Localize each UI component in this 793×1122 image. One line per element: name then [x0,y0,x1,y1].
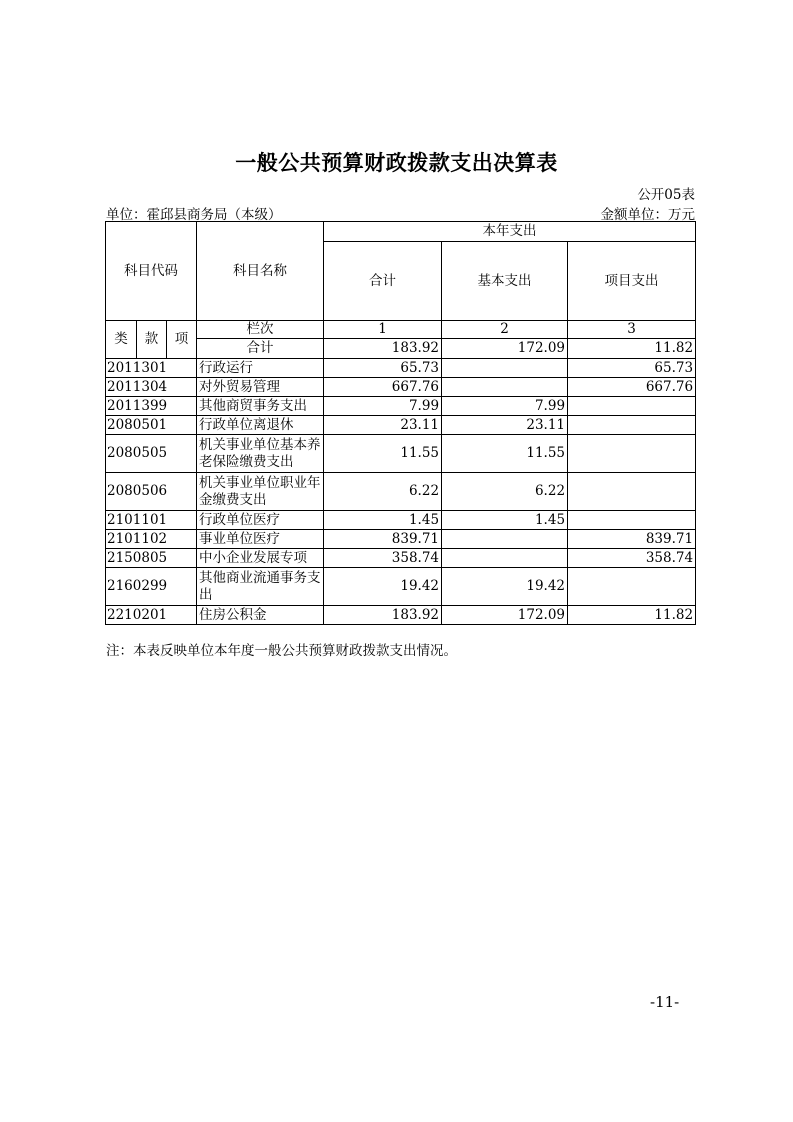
expenditure-table [105,221,696,625]
row-basic: 11.55 [442,435,568,473]
table-row [106,359,696,378]
row-name: 机关事业单位基本养老保险缴费支出 [197,435,324,473]
header-lanci: 栏次 [197,321,324,339]
row-basic: 7.99 [442,397,568,416]
page-number: -11- [650,993,680,1011]
table-row [106,378,696,397]
row-project: 839.71 [568,530,696,549]
row-project [568,397,696,416]
row-project: 65.73 [568,359,696,378]
row-total: 667.76 [324,378,442,397]
row-project: 11.82 [568,606,696,625]
row-basic: 172.09 [442,606,568,625]
column-number-2: 2 [442,321,568,339]
row-basic: 1.45 [442,511,568,530]
row-basic: 19.42 [442,568,568,606]
row-basic [442,530,568,549]
header-name: 科目名称 [197,222,324,321]
table-row [106,435,696,473]
row-total: 23.11 [324,416,442,435]
row-code: 2101102 [106,530,197,549]
row-name: 事业单位医疗 [197,530,324,549]
row-basic [442,359,568,378]
row-basic [442,549,568,568]
row-basic: 23.11 [442,416,568,435]
header-basic: 基本支出 [442,242,568,321]
row-code: 2160299 [106,568,197,606]
row-total: 1.45 [324,511,442,530]
row-project [568,511,696,530]
page-title: 一般公共预算财政拨款支出决算表 [235,151,558,175]
summary-total: 183.92 [324,339,442,359]
amount-unit: 金额单位：万元 [600,207,695,223]
form-number: 公开05表 [637,187,695,203]
row-total: 839.71 [324,530,442,549]
header-this-year: 本年支出 [324,222,696,242]
row-code: 2150805 [106,549,197,568]
row-basic: 6.22 [442,473,568,511]
row-project [568,435,696,473]
row-code: 2011304 [106,378,197,397]
row-name: 中小企业发展专项 [197,549,324,568]
row-code: 2011399 [106,397,197,416]
row-name: 住房公积金 [197,606,324,625]
header-total: 合计 [324,242,442,321]
row-total: 11.55 [324,435,442,473]
header-xiang: 项 [167,321,197,359]
row-total: 6.22 [324,473,442,511]
row-code: 2080506 [106,473,197,511]
header-project: 项目支出 [568,242,696,321]
header-kuan: 款 [137,321,167,359]
row-total: 183.92 [324,606,442,625]
row-code: 2080501 [106,416,197,435]
row-name: 对外贸易管理 [197,378,324,397]
row-total: 358.74 [324,549,442,568]
table-row [106,397,696,416]
reporting-unit: 单位：霍邱县商务局（本级） [106,207,282,223]
table-row [106,511,696,530]
row-project [568,473,696,511]
row-code: 2011301 [106,359,197,378]
summary-basic: 172.09 [442,339,568,359]
row-code: 2210201 [106,606,197,625]
table-row [106,473,696,511]
row-total: 19.42 [324,568,442,606]
header-lei: 类 [106,321,137,359]
column-number-3: 3 [568,321,696,339]
row-total: 65.73 [324,359,442,378]
row-project [568,568,696,606]
row-name: 行政单位离退休 [197,416,324,435]
row-basic [442,378,568,397]
table-row [106,530,696,549]
table-row [106,416,696,435]
row-project: 667.76 [568,378,696,397]
row-name: 机关事业单位职业年金缴费支出 [197,473,324,511]
summary-project: 11.82 [568,339,696,359]
row-project [568,416,696,435]
table-row [106,549,696,568]
summary-label: 合计 [197,339,324,359]
table-row [106,606,696,625]
row-name: 行政单位医疗 [197,511,324,530]
row-total: 7.99 [324,397,442,416]
table-note: 注：本表反映单位本年度一般公共预算财政拨款支出情况。 [106,643,457,659]
row-name: 其他商贸事务支出 [197,397,324,416]
column-number-1: 1 [324,321,442,339]
table-row [106,568,696,606]
header-code: 科目代码 [106,222,197,321]
row-project: 358.74 [568,549,696,568]
row-code: 2101101 [106,511,197,530]
row-name: 行政运行 [197,359,324,378]
row-name: 其他商业流通事务支出 [197,568,324,606]
row-code: 2080505 [106,435,197,473]
